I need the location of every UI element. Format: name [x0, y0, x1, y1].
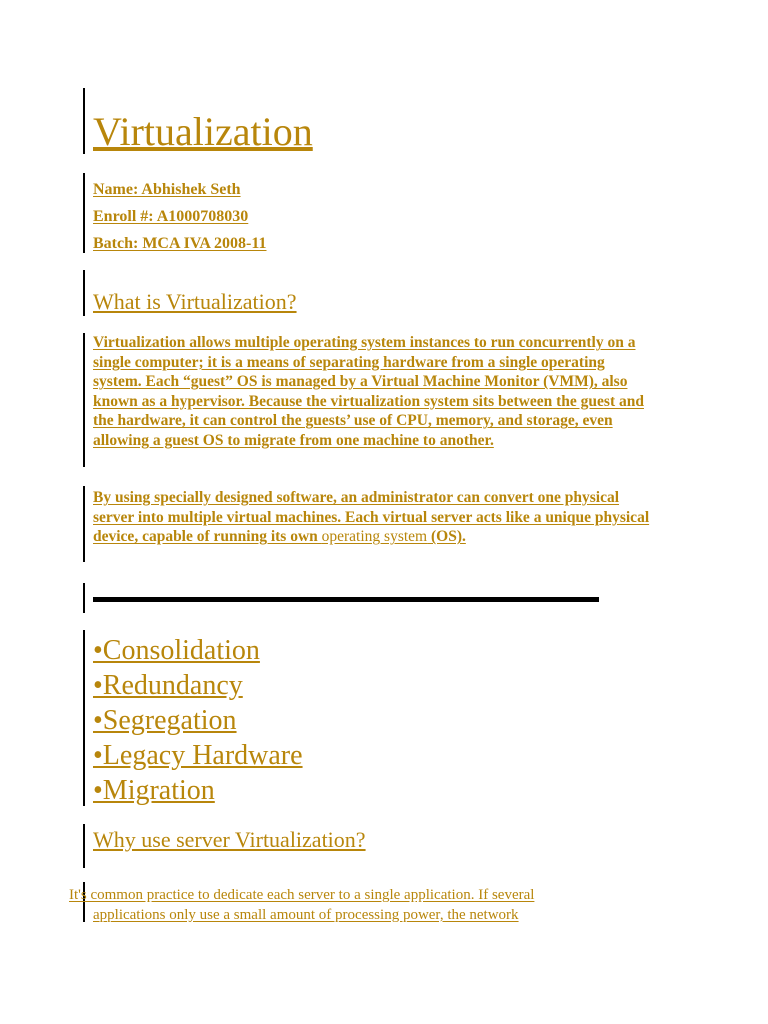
operating-system-link[interactable]: operating system	[321, 528, 428, 546]
list-item[interactable]: •Migration	[93, 775, 215, 806]
footer-paragraph[interactable]	[69, 886, 629, 925]
section-heading-why-use[interactable]: Why use server Virtualization?	[93, 827, 366, 852]
enroll-number[interactable]: Enroll #: A1000708030	[93, 208, 249, 225]
margin-bar-list	[83, 630, 85, 806]
benefits-list	[93, 633, 303, 808]
margin-bar-para2	[83, 486, 85, 562]
margin-bar-para1	[83, 333, 85, 467]
margin-bar-heading1	[83, 270, 85, 316]
margin-bar-meta	[83, 173, 85, 253]
margin-bar-divider	[83, 583, 85, 613]
page-title[interactable]: Virtualization	[93, 109, 313, 154]
list-item[interactable]: •Consolidation	[93, 635, 260, 666]
batch-info[interactable]: Batch: MCA IVA 2008-11	[93, 235, 267, 252]
margin-bar-heading2	[83, 824, 85, 868]
footer-line-2: applications only use a small amount of processing power, the network	[93, 906, 519, 923]
list-item[interactable]: •Segregation	[93, 705, 237, 736]
author-name[interactable]: Name: Abhishek Seth	[93, 181, 241, 198]
paragraph-software-text: By using specially designed software, an administrator can convert one physical server into multiple virtual machines. Each virtual server acts like a unique physical device, capable of running its own	[93, 489, 650, 546]
horizontal-divider	[93, 597, 599, 602]
section-heading-what-is[interactable]: What is Virtualization?	[93, 289, 297, 314]
paragraph-software-end: (OS).	[427, 528, 466, 546]
paragraph-software[interactable]	[93, 488, 653, 547]
paragraph-intro[interactable]: Virtualization allows multiple operating system instances to run concurrently on a single computer; it is a means of separating hardware from a single operating system. Each “guest” OS is managed by a Virtual Machine Monitor (VMM), also known as a hypervisor. Because the virtualization system sits between the guest and the hardware, it can control the guests’ use of CPU, memory, and storage, even allowing a guest OS to migrate from one machine to another.	[93, 334, 644, 449]
margin-bar-title	[83, 88, 85, 154]
list-item[interactable]: •Redundancy	[93, 670, 243, 701]
footer-line-1: It's common practice to dedicate each server to a single application. If several	[69, 887, 535, 903]
list-item[interactable]: •Legacy Hardware	[93, 740, 303, 771]
